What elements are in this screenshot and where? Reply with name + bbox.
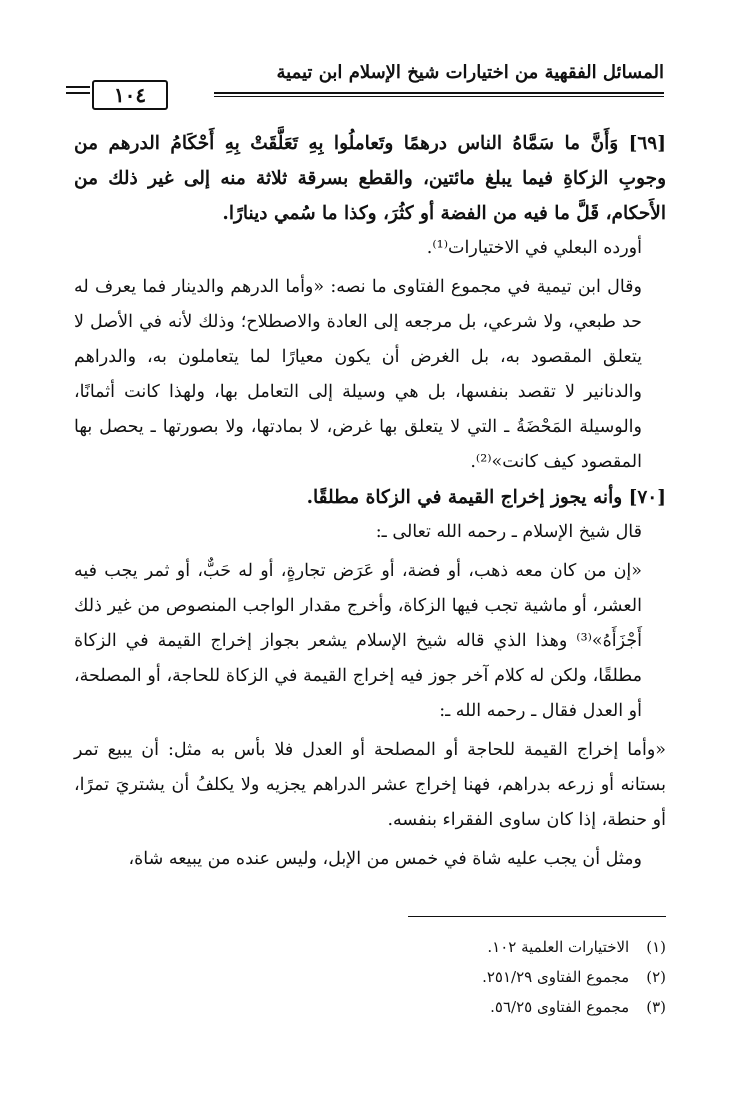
issue-69: [٦٩] وَأَنَّ ما سَمَّاهُ الناس درهمًا وتَعاملُوا بِهِ تَعَلَّقَتْ بِهِ أَحْكَامُ الدرهم من وجوبِ الزكاةِ فيما يبلغ مائتين، والقطع بسرقة ثلاثة منه إلى غير ذلك من الأَحكام، قَلَّ ما فيه من الفضة أو كثُرَ، وكذا ما سُمي دينارًا. bbox=[74, 133, 666, 224]
footnote-3 bbox=[266, 992, 666, 1022]
page-number: ١٠٤ bbox=[92, 80, 168, 110]
header-rule bbox=[214, 92, 664, 94]
footnote-text: الاختيارات العلمية ١٠٢. bbox=[487, 938, 630, 956]
footnote-number: (٢) bbox=[646, 968, 666, 986]
header-ornament bbox=[66, 86, 90, 98]
page-body bbox=[74, 126, 666, 877]
issue-70: [٧٠] وأنه يجوز إخراج القيمة في الزكاة مطلقًا. bbox=[306, 487, 666, 508]
footnote-2 bbox=[266, 962, 666, 992]
header-rule-thin bbox=[214, 96, 664, 97]
footnote-number: (١) bbox=[646, 938, 666, 956]
footnote-number: (٣) bbox=[646, 998, 666, 1016]
running-header bbox=[66, 58, 664, 107]
quote-zakat-value: «إن من كان معه ذهب، أو فضة، أو عَرَض تجارةٍ، أو له حَبٌّ، أو ثمر يجب فيه العشر، أو ماشية تجب فيها الزكاة، وأخرج مقدار الواجب المنصوص من غير ذلك أَجْزَأَهُ»⁽³⁾ وهذا الذي قاله شيخ الإسلام يشعر بجواز إخراج القيمة في الزكاة مطلقًا، ولكن له كلام آخر جوز فيه إخراج القيمة في الزكاة للحاجة، أو المصلحة، أو العدل فقال ـ رحمه الله ـ: bbox=[74, 561, 642, 721]
footnote-text: مجموع الفتاوى ٢٥١/٢٩. bbox=[482, 968, 630, 986]
quote-value-need: «وأما إخراج القيمة للحاجة أو المصلحة أو العدل فلا بأس به مثل: أن يبيع تمر بستانه أو زرعه بدراهم، فهنا إخراج عشر الدراهم يجزيه ولا يكلفُ أن يشتريَ تمرًا، أو حنطة، إذا كان ساوى الفقراء بنفسه. bbox=[74, 740, 666, 830]
footnote-text: مجموع الفتاوى ٥٦/٢٥. bbox=[490, 998, 630, 1016]
continuation: ومثل أن يجب عليه شاة في خمس من الإبل، وليس عنده من يبيعه شاة، bbox=[128, 849, 642, 869]
attribution: قال شيخ الإسلام ـ رحمه الله تعالى ـ: bbox=[375, 522, 642, 542]
footnote-rule bbox=[408, 916, 666, 917]
quote-fatawa: وقال ابن تيمية في مجموع الفتاوى ما نصه: «وأما الدرهم والدينار فما يعرف له حد طبعي، ولا شرعي، بل مرجعه إلى العادة والاصطلاح؛ وذلك لأنه في الأصل لا يتعلق المقصود به، بل الغرض أن يكون معيارًا لما يتعاملون به، والدراهم والدنانير لا تقصد بنفسها، بل هي وسيلة إلى التعامل بها، ولهذا كانت أثمانًا، والوسيلة المَحْضَةُ ـ التي لا يتعلق بها غرض، لا بمادتها، ولا بصورتها ـ يحصل بها المقصود كيف كانت»⁽²⁾. bbox=[74, 277, 642, 472]
footnotes bbox=[266, 932, 666, 1022]
source-note: أورده البعلي في الاختيارات⁽¹⁾. bbox=[426, 238, 642, 258]
footnote-1 bbox=[266, 932, 666, 962]
header-title: المسائل الفقهية من اختيارات شيخ الإسلام ابن تيمية bbox=[276, 62, 664, 83]
